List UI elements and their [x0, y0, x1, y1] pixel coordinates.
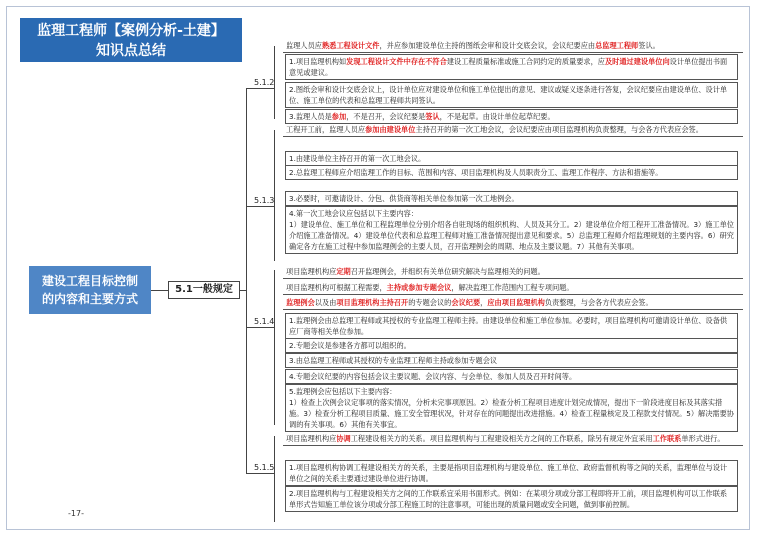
note-514-item3: 3.由总监理工程师或其授权的专业监理工程师主持或参加专题会议 [285, 353, 738, 368]
note-514-item1: 1.监理例会由总监理工程师或其授权的专业监理工程师主持。由建设单位和施工单位参加。必要时，项目监理机构可邀请设计单位、设备供应厂商等相关单位参加。 [285, 313, 738, 339]
spine-514 [274, 270, 275, 425]
note-512-intro: 监理人员应熟悉工程设计文件，并应参加建设单位主持的图纸会审和设计交底会议，会议纪要应由总监理工程师签认。 [283, 40, 743, 53]
note-514-item2: 2.专题会议是参建各方都可以组织的。 [285, 338, 738, 353]
connector-514 [246, 327, 274, 328]
page-title [20, 18, 242, 62]
sub-label-512: 5.1.2 [254, 78, 275, 87]
note-514-intro: 项目监理机构应定期召开监理例会，并组织有关单位研究解决与监理相关的问题。 [283, 266, 743, 279]
sub-label-513: 5.1.3 [254, 196, 275, 205]
root-line-2: 的内容和主要方式 [41, 292, 138, 306]
note-514-minutes: 监理例会以及由项目监理机构主持召开的专题会议的会议纪要，应由项目监理机构负责整理，与会各方代表应会签。 [283, 297, 743, 310]
note-515-intro: 项目监理机构应协调工程建设相关方的关系。项目监理机构与工程建设相关方之间的工作联系，除另有规定外宜采用工作联系单形式进行。 [283, 433, 743, 446]
note-513-item4: 4.第一次工地会议应包括以下主要内容： 1）建设单位、施工单位和工程监理单位分别介绍各自驻现场的组织机构、人员及其分工。2）建设单位介绍工程开工准备情况。3）施工单位介绍施工准备情况。4）建设单位代表和总监理工程师对施工准备情况提出意见和要求。5）总监理工程师介绍监理规划的主要内容。6）研究确定各方在施工过程中参加监理例会的主要人员，召开监理例会的周期、地点及主要议题。7）其他有关事项。 [285, 206, 738, 254]
note-514-item4: 4.专题会议纪要的内容包括会议主要议题、会议内容、与会单位、参加人员及召开时间等。 [285, 369, 738, 384]
note-513-item2: 2.总监理工程师应介绍监理工作的目标、范围和内容、项目监理机构及人员职责分工、监理工作程序、方法和措施等。 [285, 165, 738, 180]
note-513-item1: 1.由建设单位主持召开的第一次工地会议。 [285, 151, 738, 166]
root-line-1: 建设工程目标控制 [41, 274, 138, 288]
spine-515 [274, 436, 275, 522]
note-513-item3: 3.必要时，可邀请设计、分包、供货商等相关单位参加第一次工地例会。 [285, 191, 738, 206]
note-514-item5: 5.监理例会应包括以下主要内容： 1）检查上次例会议定事项的落实情况，分析未完事项原因。2）检查分析工程项目进度计划完成情况，提出下一阶段进度目标及其落实措施。3）检查分析工程项目质量、施工安全管理状况，针对存在的问题提出改进措施。4）检查工程量核定及工程款支付情况。5）解决需要协调的有关事项。6）其他有关事宜。 [285, 384, 738, 432]
note-512-item2: 2.图纸会审和设计交底会议上，设计单位应对建设单位和施工单位提出的意见、建议或疑义逐条进行答复，会议纪要应由建设单位、设计单位、施工单位的代表和总监理工程师共同签认。 [285, 82, 738, 108]
connector-root-section [151, 290, 168, 291]
spine-513 [274, 130, 275, 261]
note-515-item1: 1.项目监理机构协调工程建设相关方的关系，主要是指项目监理机构与建设单位、施工单位、政府监督机构等之间的关系，监理单位与设计单位之间的关系主要通过建设单位进行协调。 [285, 460, 738, 486]
note-512-item1: 1.项目监理机构如发现工程设计文件中存在不符合建设工程质量标准或施工合同约定的质量要求，应及时通过建设单位向设计单位提出书面意见或建议。 [285, 54, 738, 80]
title-line-2: 知识点总结 [96, 43, 166, 59]
note-515-item2: 2.项目监理机构与工程建设相关方之间的工作联系宜采用书面形式。例如：在某项分项或分部工程即将开工前，项目监理机构可以工作联系单形式告知施工单位该分项或分部工程施工时的注意事项，可能出现的质量问题或安全问题，做到事前控制。 [285, 486, 738, 512]
title-line-1: 监理工程师【案例分析-土建】 [37, 23, 225, 39]
spine-512 [274, 46, 275, 119]
connector-513 [246, 206, 274, 207]
main-spine [246, 88, 247, 473]
connector-515 [246, 473, 274, 474]
note-512-item3: 3.监理人员是参加，不是召开，会议纪要是签认，不是起草。由设计单位起草纪要。 [285, 109, 738, 124]
note-513-intro: 工程开工前，监理人员应参加由建设单位主持召开的第一次工地会议，会议纪要应由项目监理机构负责整理，与会各方代表应会签。 [283, 124, 743, 137]
note-514-topic: 项目监理机构可根据工程需要，主持或参加专题会议，解决监理工作范围内工程专项问题。 [283, 282, 743, 295]
connector-512 [246, 88, 274, 89]
section-node: 5.1一般规定 [168, 281, 240, 299]
sub-label-514: 5.1.4 [254, 317, 275, 326]
page-number: -17- [68, 509, 84, 518]
sub-label-515: 5.1.5 [254, 463, 275, 472]
root-node [29, 266, 151, 314]
